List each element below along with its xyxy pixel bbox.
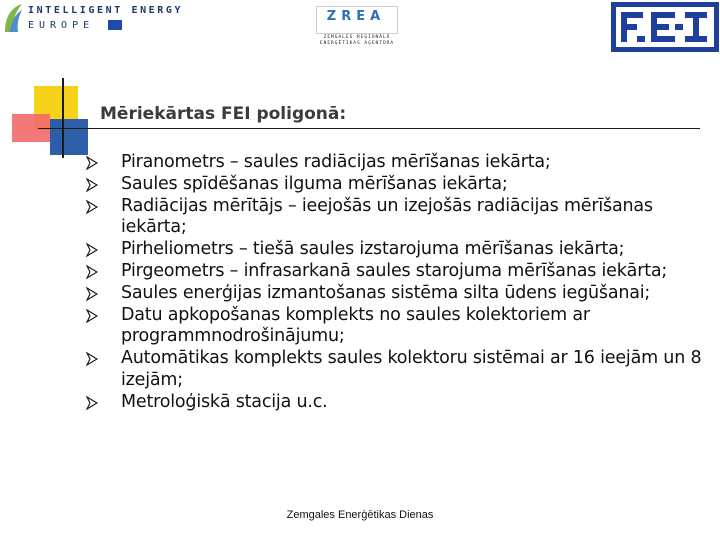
list-item-text: Automātikas komplekts saules kolektoru sistēmai ar 16 ieejām un 8 izejām; xyxy=(121,348,702,390)
zrea-logo-name: ZREA xyxy=(326,9,386,24)
list-item xyxy=(86,196,712,240)
list-item-text: Datu apkopošanas komplekts no saules kolektoriem ar programmnodrošinājumu; xyxy=(121,304,590,347)
iee-emblem-icon xyxy=(2,2,24,34)
arrowhead-bullet-icon xyxy=(86,287,98,301)
decor-vertical-line xyxy=(62,78,64,158)
list-item-text: Metroloģiskā stacija u.c. xyxy=(121,391,328,412)
list-item-text: Pirheliometrs – tiešā saules izstarojuma mērīšanas iekārta; xyxy=(121,239,625,260)
arrowhead-bullet-icon xyxy=(86,396,98,410)
zrea-logo-subtitle-2: ENERĢĒTIKAS AĢENTŪRA xyxy=(319,41,395,46)
iee-logo-line2: EUROPE xyxy=(28,20,95,31)
slide-title: Mēriekārtas FEI poligonā: xyxy=(100,104,347,124)
decor-blue-square xyxy=(50,119,88,155)
list-item-text: Pirgeometrs – infrasarkanā saules starojuma mērīšanas iekārta; xyxy=(121,260,668,281)
fei-logo xyxy=(611,2,719,52)
eu-flag-icon xyxy=(108,20,122,30)
bullet-list xyxy=(86,152,712,414)
arrowhead-bullet-icon xyxy=(86,352,98,366)
arrowhead-bullet-icon xyxy=(86,243,98,257)
list-item xyxy=(86,174,712,196)
list-item xyxy=(86,283,712,305)
list-item xyxy=(86,152,712,174)
list-item-text: Saules enerģijas izmantošanas sistēma silta ūdens iegūšanai; xyxy=(121,282,651,303)
zrea-logo xyxy=(298,2,414,46)
decor-horizontal-line xyxy=(38,128,700,129)
iee-logo-line1: INTELLIGENT ENERGY xyxy=(28,5,184,16)
list-item xyxy=(86,392,712,414)
arrowhead-bullet-icon xyxy=(86,309,98,323)
arrowhead-bullet-icon xyxy=(86,178,98,192)
list-item-text: Saules spīdēšanas ilguma mērīšanas iekārta; xyxy=(121,173,508,194)
fei-logo-graphic xyxy=(611,2,719,52)
slide-footer: Zemgales Enerģētikas Dienas xyxy=(286,509,434,521)
list-item xyxy=(86,305,712,349)
iee-logo xyxy=(0,0,200,40)
arrowhead-bullet-icon xyxy=(86,200,98,214)
arrowhead-bullet-icon xyxy=(86,156,98,170)
list-item-text: Piranometrs – saules radiācijas mērīšanas iekārta; xyxy=(121,152,551,172)
list-item xyxy=(86,261,712,283)
arrowhead-bullet-icon xyxy=(86,265,98,279)
list-item xyxy=(86,239,712,261)
list-item xyxy=(86,348,712,392)
list-item-text: Radiācijas mērītājs – ieejošās un izejošās radiācijas mērīšanas iekārta; xyxy=(121,195,653,238)
zrea-logo-subtitle-1: ZEMGALES REĢIONĀLĀ xyxy=(323,35,391,40)
